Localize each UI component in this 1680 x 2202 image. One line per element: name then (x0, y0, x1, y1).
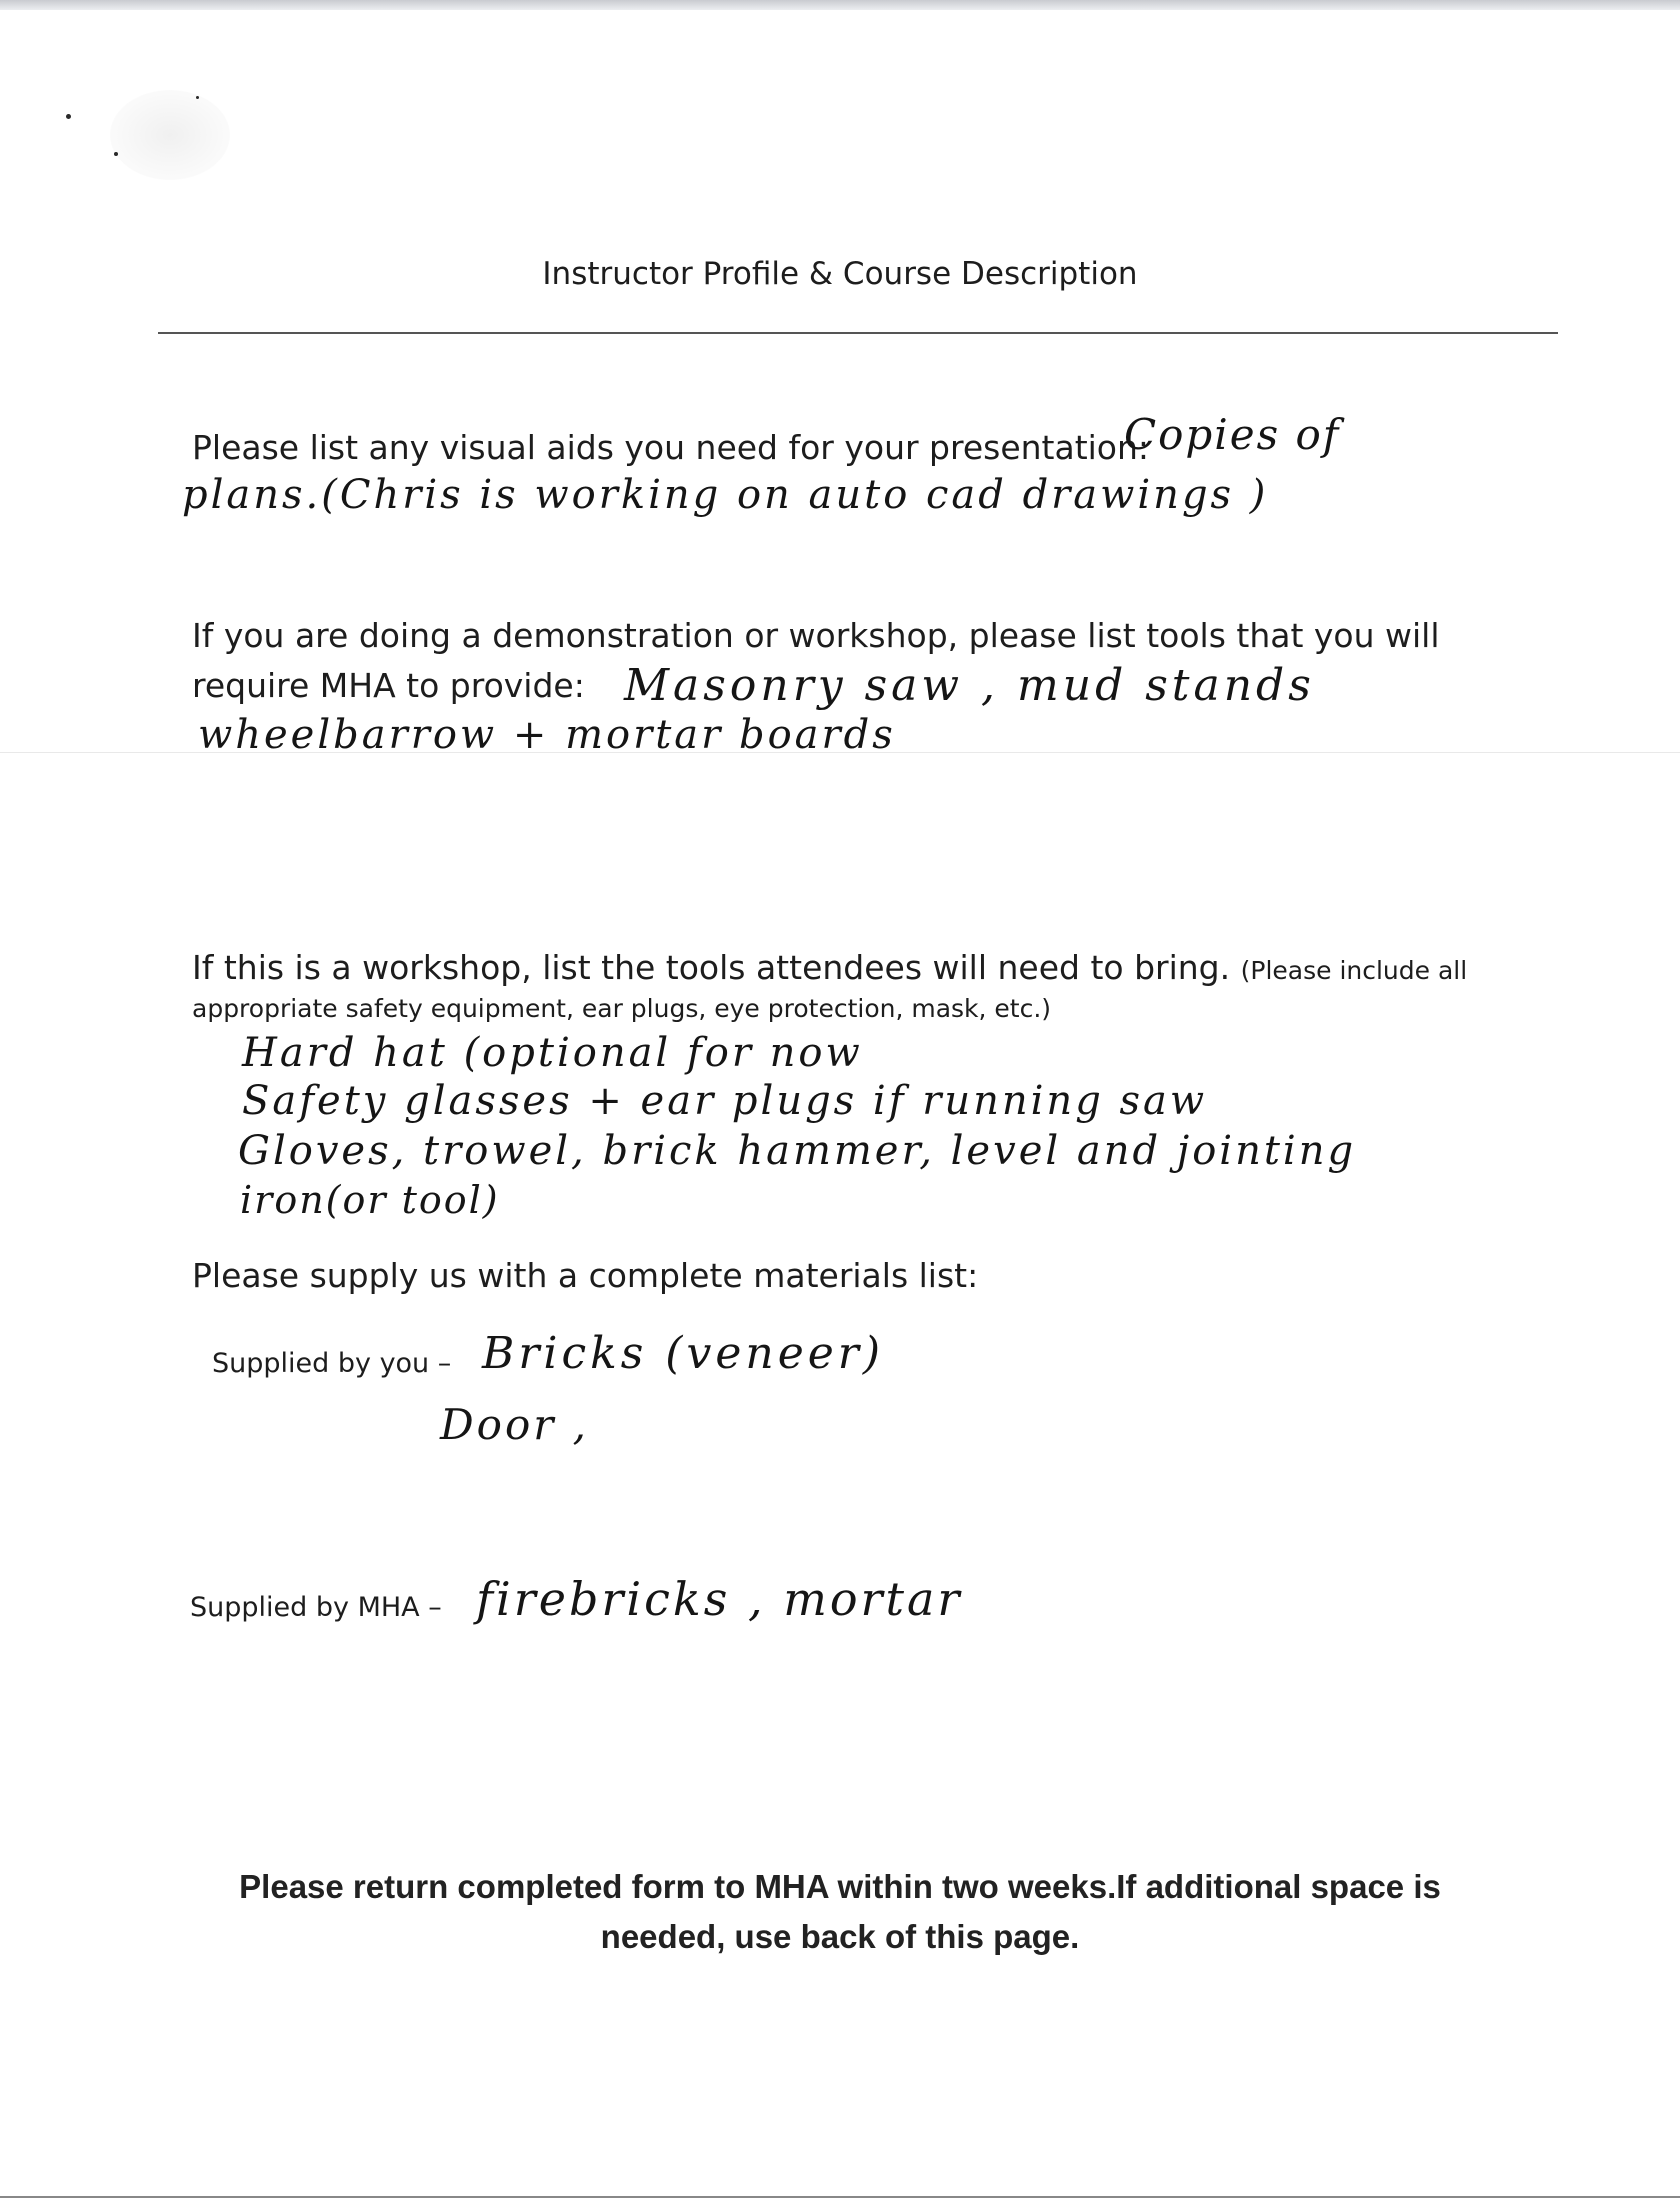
supplied-by-you-answer-2: Door , (440, 1400, 590, 1449)
supplied-by-mha-answer: firebricks , mortar (476, 1572, 963, 1626)
demo-tools-question-1: If you are doing a demonstration or workshop, please list tools that you will (192, 616, 1440, 655)
form-title: Instructor Profile & Course Description (542, 256, 1138, 292)
attendee-tools-note-b: appropriate safety equipment, ear plugs, eye protection, mask, etc.) (192, 994, 1052, 1023)
scan-bottom-edge (0, 2196, 1680, 2198)
scan-top-edge (0, 0, 1680, 10)
attendee-tools-note-a: (Please include all (1240, 956, 1468, 985)
visual-aids-answer-1: Copies of (1124, 410, 1341, 459)
demo-tools-question-2: require MHA to provide: (192, 666, 585, 705)
visual-aids-question: Please list any visual aids you need for your presentation: (192, 428, 1150, 467)
return-instructions-line-1: Please return completed form to MHA within two weeks.If additional space is (239, 1868, 1441, 1905)
attendee-tools-answer-3: Gloves, trowel, brick hammer, level and jointing (238, 1128, 1357, 1174)
title-divider (158, 332, 1558, 334)
attendee-tools-question-main: If this is a workshop, list the tools attendees will need to bring. (192, 948, 1231, 987)
attendee-tools-answer-1: Hard hat (optional for now (242, 1030, 863, 1076)
scan-speck (66, 114, 71, 119)
attendee-tools-question (192, 948, 1467, 987)
demo-tools-answer-1: Masonry saw , mud stands (624, 660, 1315, 711)
return-instructions (0, 1862, 1680, 1962)
demo-tools-answer-2: wheelbarrow + mortar boards (198, 712, 896, 758)
scan-smudge (110, 90, 230, 180)
supplied-by-you-label: Supplied by you – (212, 1348, 452, 1379)
return-instructions-line-2: needed, use back of this page. (600, 1918, 1080, 1955)
attendee-tools-answer-2: Safety glasses + ear plugs if running saw (242, 1078, 1208, 1124)
attendee-tools-answer-4: iron(or tool) (240, 1178, 500, 1222)
visual-aids-answer-2: plans.(Chris is working on auto cad drawings ) (182, 472, 1269, 518)
materials-question: Please supply us with a complete materials list: (192, 1256, 979, 1295)
supplied-by-mha-label: Supplied by MHA – (190, 1592, 442, 1623)
supplied-by-you-answer-1: Bricks (veneer) (482, 1328, 884, 1379)
